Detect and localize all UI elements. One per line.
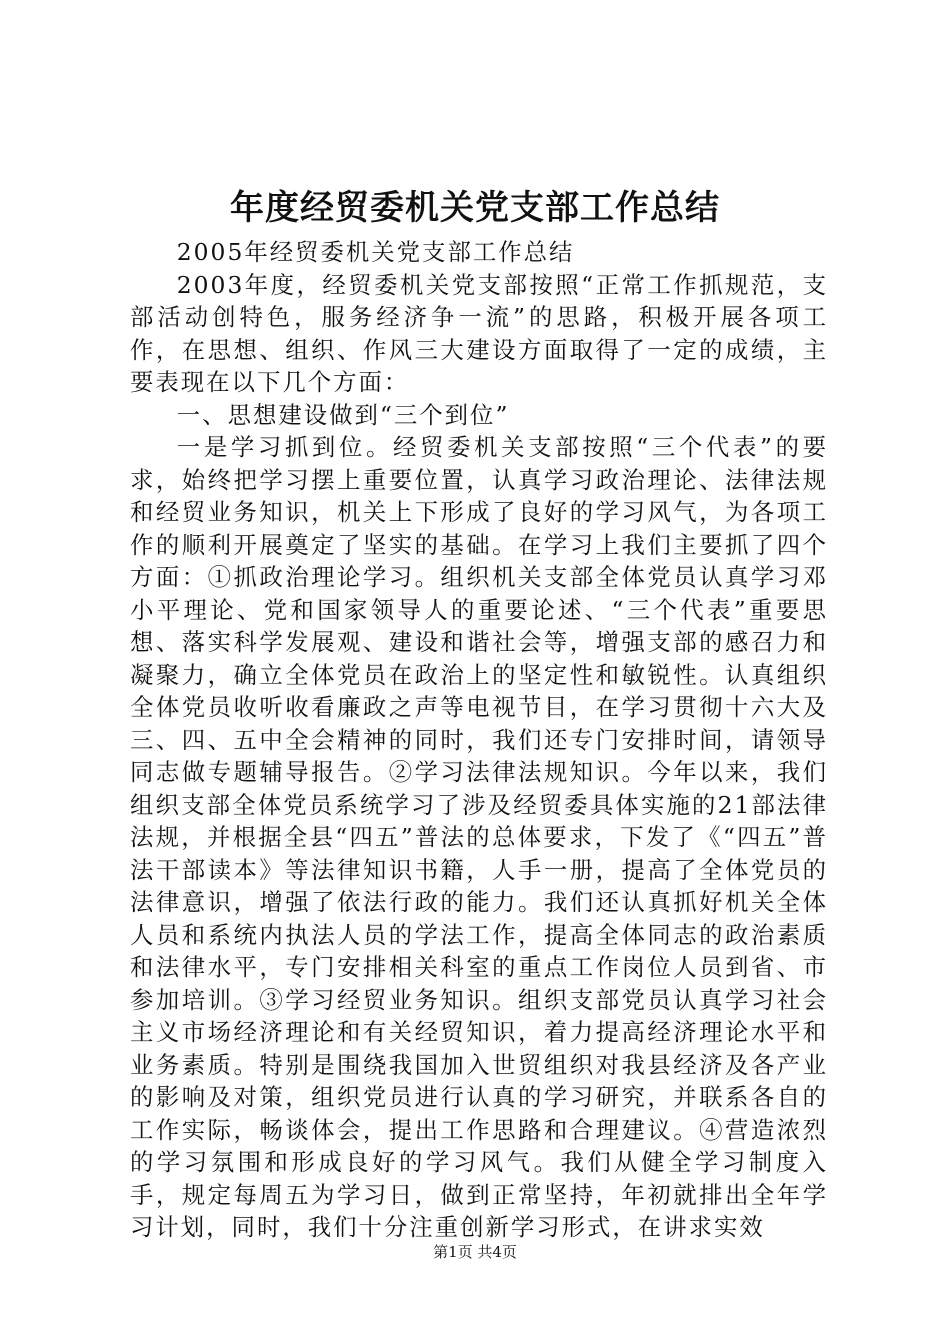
body-paragraph: 一是学习抓到位。经贸委机关支部按照“三个代表”的要求，始终把学习摆上重要位置，认真学习政治理论、法律法规和经贸业务知识，机关上下形成了良好的学习风气，为各项工作的顺利开展奠定了坚实的基础。在学习上我们主要抓了四个方面：①抓政治理论学习。组织机关支部全体党员认真学习邓小平理论、党和国家领导人的重要论述、“三个代表”重要思想、落实科学发展观、建设和谐社会等，增强支部的感召力和凝聚力，确立全体党员在政治上的坚定性和敏锐性。认真组织全体党员收听收看廉政之声等电视节目，在学习贯彻十六大及三、四、五中全会精神的同时，我们还专门安排时间，请领导同志做专题辅导报告。②学习法律法规知识。今年以来，我们组织支部全体党员系统学习了涉及经贸委具体实施的21部法律法规，并根据全县“四五”普法的总体要求，下发了《“四五”普法干部读本》等法律知识书籍，人手一册，提高了全体党员的法律意识，增强了依法行政的能力。我们还认真抓好机关全体人员和系统内执法人员的学法工作，提高全体同志的政治素质和法律水平，专门安排相关科室的重点工作岗位人员到省、市参加培训。③学习经贸业务知识。组织支部党员认真学习社会主义市场经济理论和有关经贸知识，着力提高经济理论水平和业务素质。特别是围绕我国加入世贸组织对我县经济及各产业的影响及对策，组织党员进行认真的学习研究，并联系各自的工作实际，畅谈体会，提出工作思路和合理建议。④营造浓烈的学习氛围和形成良好的学习风气。我们从健全学习制度入手，规定每周五为学习日，做到正常坚持，年初就排出全年学习计划，同时，我们十分注重创新学习形式，在讲求实效 [130,433,828,1241]
subtitle-paragraph: 2005年经贸委机关党支部工作总结 [176,238,575,266]
document-body [130,236,828,1244]
page-number-footer: 第1页 共4页 [433,1243,517,1261]
intro-paragraph: 2003年度，经贸委机关党支部按照“正常工作抓规范，支部活动创特色，服务经济争一流”的思路，积极开展各项工作，在思想、组织、作风三大建设方面取得了一定的成绩，主要表现在以下几个方面： [130,270,828,396]
section-heading: 一、思想建设做到“三个到位” [176,400,510,429]
document-title: 年度经贸委机关党支部工作总结 [230,188,720,228]
